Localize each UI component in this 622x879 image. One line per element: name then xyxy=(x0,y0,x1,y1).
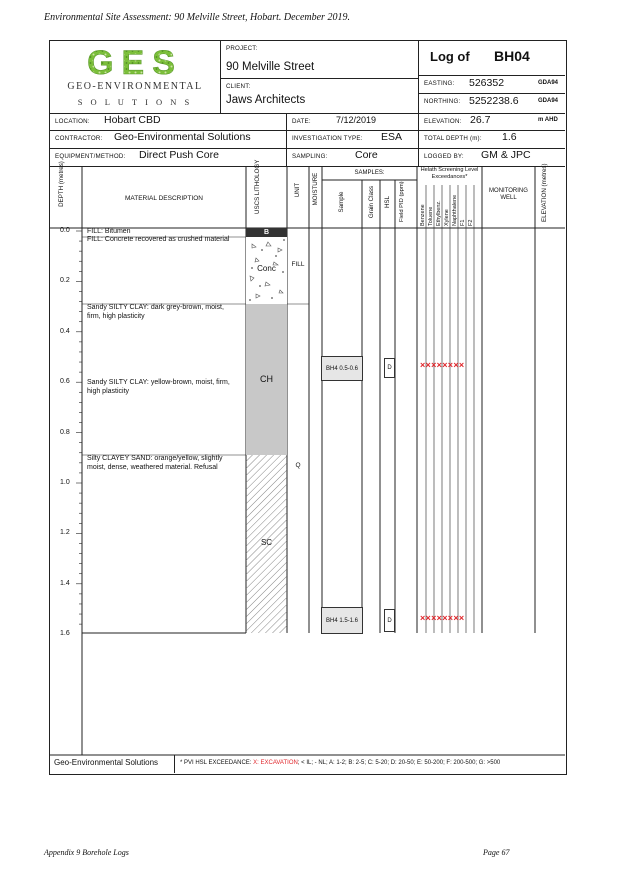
col-moisture-header: MOISTURE xyxy=(312,172,319,206)
depth-tick-label: 0.8 xyxy=(60,428,70,436)
lithology-code: CH xyxy=(260,374,273,384)
location-label: LOCATION: xyxy=(55,118,90,125)
logged-by-label: LOGGED BY: xyxy=(424,153,464,160)
contractor-label: CONTRACTOR: xyxy=(55,135,103,142)
sample-box: BH4 1.5-1.6 xyxy=(321,607,363,634)
investigation-value: ESA xyxy=(381,131,403,143)
document-header: Environmental Site Assessment: 90 Melville Street, Hobart. December 2019. xyxy=(44,12,350,23)
sampling-value: Core xyxy=(355,149,378,161)
depth-tick-label: 0.2 xyxy=(60,277,70,285)
legend-excavation: X: EXCAVATION xyxy=(253,760,298,766)
sample-box: BH4 0.5-0.6 xyxy=(321,356,363,381)
col-hsl-header: HSL xyxy=(384,195,391,209)
investigation-label: INVESTIGATION TYPE: xyxy=(292,135,363,142)
total-depth-label: TOTAL DEPTH (m): xyxy=(424,135,482,142)
project-value: 90 Melville Street xyxy=(226,61,315,73)
analyte-header: Naphthalene xyxy=(452,194,458,226)
logo-line1: GEO-ENVIRONMENTAL xyxy=(67,81,203,92)
col-samples-header: SAMPLES: xyxy=(354,170,385,176)
elevation-unit: m AHD xyxy=(538,117,558,123)
depth-tick-label: 1.2 xyxy=(60,529,70,537)
client-value: Jaws Architects xyxy=(226,94,306,106)
total-depth-value: 1.6 xyxy=(502,131,517,143)
unit-label: Q xyxy=(295,462,301,469)
equipment-label: EQUIPMENT/METHOD: xyxy=(55,153,126,160)
depth-tick-label: 1.0 xyxy=(60,479,70,486)
lithology-code: Conc xyxy=(257,264,276,273)
client-label: CLIENT: xyxy=(226,83,251,90)
depth-tick-label: 1.4 xyxy=(60,579,70,587)
analyte-header: Xylene xyxy=(444,209,450,226)
depth-tick-label: 0.0 xyxy=(60,227,70,234)
col-hsl-title: Helath Screening Level Exceedances* xyxy=(420,167,479,180)
col-pid-header: Field PID (ppm) xyxy=(399,181,405,222)
logged-by-value: GM & JPC xyxy=(481,149,531,161)
analyte-header: F2 xyxy=(468,219,474,226)
sampling-label: SAMPLING: xyxy=(292,153,328,160)
layer-description: Sandy SILTY CLAY: yellow-brown, moist, firm, high plasticity xyxy=(87,379,230,395)
legend-prefix: * PVI HSL EXCEEDANCE: xyxy=(180,760,252,766)
grain-class-box: D xyxy=(384,609,395,632)
lithology-code: B xyxy=(263,229,270,236)
analyte-header: F1 xyxy=(460,219,466,226)
hsl-exceedance-marks: ×××××××× xyxy=(420,360,465,370)
logo-letters: GES xyxy=(87,44,183,82)
depth-tick-label: 1.6 xyxy=(60,630,70,638)
easting-label: EASTING: xyxy=(424,80,455,87)
northing-datum: GDA94 xyxy=(538,98,559,104)
contractor-value: Geo-Environmental Solutions xyxy=(114,131,251,143)
col-elevation-header: ELEVATION (metres) xyxy=(541,163,548,222)
elevation-label: ELEVATION: xyxy=(424,118,462,125)
lithology-code: SC xyxy=(260,538,273,547)
elevation-value: 26.7 xyxy=(470,114,491,126)
company-footer: Geo-Environmental Solutions xyxy=(54,758,159,767)
easting-value: 526352 xyxy=(469,77,505,89)
unit-label: FILL xyxy=(291,261,305,268)
borehole-id: BH04 xyxy=(494,48,530,64)
col-unit-header: UNIT xyxy=(294,182,301,198)
divider xyxy=(174,755,175,773)
equipment-value: Direct Push Core xyxy=(139,149,219,161)
logo-line2: S O L U T I O N S xyxy=(77,97,193,107)
hsl-exceedance-marks: ×××××××× xyxy=(420,613,465,623)
date-label: DATE: xyxy=(292,118,311,125)
footer-left: Appendix 9 Borehole Logs xyxy=(44,848,129,857)
col-material-header: MATERIAL DESCRIPTION xyxy=(124,195,203,202)
col-uscs-header: USCS LITHOLOGY xyxy=(254,159,261,214)
location-value: Hobart CBD xyxy=(104,114,161,126)
footer-right: Page 67 xyxy=(483,848,510,857)
analyte-header: Benzene xyxy=(420,204,426,226)
col-depth-header: DEPTH (metres) xyxy=(58,161,65,207)
northing-label: NORTHING: xyxy=(424,98,461,105)
northing-value: 5252238.6 xyxy=(469,95,519,107)
analyte-header: Ethylbenz. xyxy=(436,200,442,226)
col-grain-header: Grain Class xyxy=(368,185,375,219)
col-monitoring-header: MONITORING WELL xyxy=(489,188,528,201)
project-label: PROJECT: xyxy=(226,45,258,52)
hsl-legend xyxy=(180,760,500,766)
analyte-header: Toluene xyxy=(428,206,434,226)
date-value: 7/12/2019 xyxy=(336,115,377,125)
depth-tick-label: 0.6 xyxy=(60,378,70,386)
layer-description: FILL: Bitumen xyxy=(87,228,131,235)
log-of-label: Log of xyxy=(430,49,470,64)
legend-rest: ; < IL; - NL; A: 1-2; B: 2-5; C: 5-20; D: 20-50; E: 50-200; F: 200-500; G: >500 xyxy=(297,760,501,766)
col-sample-header: Sample xyxy=(338,191,345,213)
layer-description: Sandy SILTY CLAY: dark grey-brown, moist, firm, high plasticity xyxy=(87,304,224,320)
layer-description: FILL: Concrete recovered as crushed material xyxy=(87,236,230,243)
layer-description: Silty CLAYEY SAND: orange/yellow, slightly moist, dense, weathered material. Refusal xyxy=(87,455,223,471)
grain-class-box: D xyxy=(384,358,395,378)
easting-datum: GDA94 xyxy=(538,80,559,86)
depth-tick-label: 0.4 xyxy=(60,327,70,335)
